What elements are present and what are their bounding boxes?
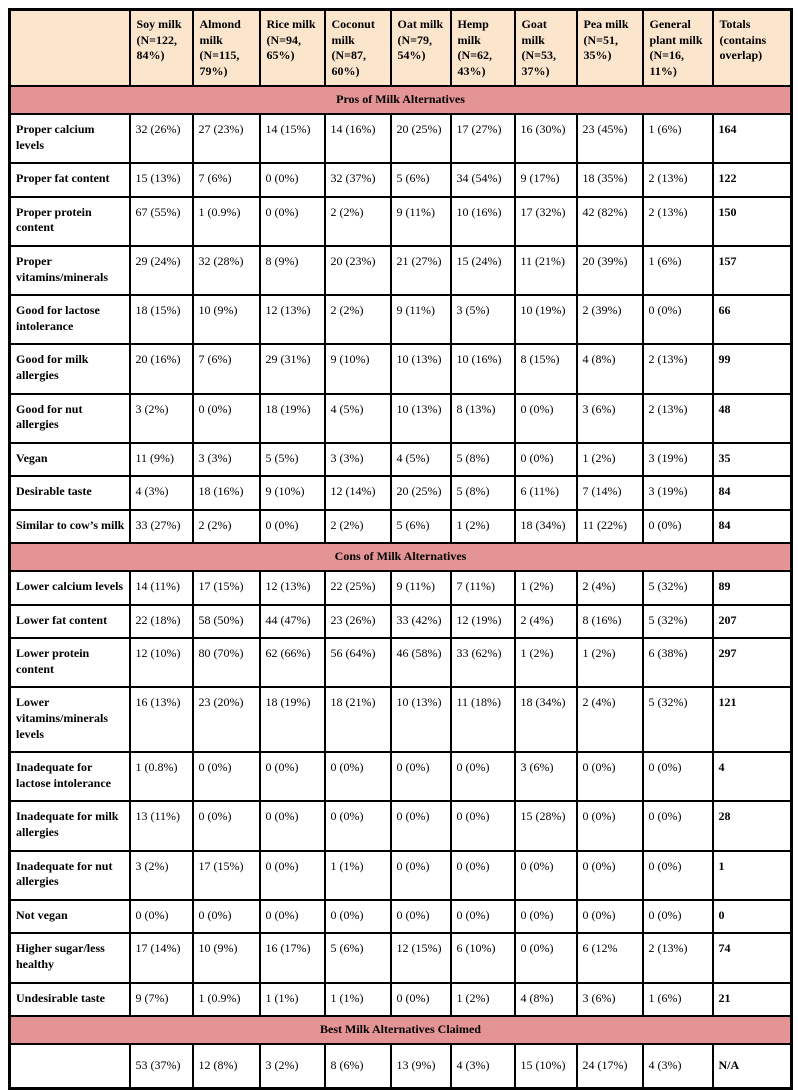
total-cell: 84	[713, 510, 792, 544]
section-band-title: Best Milk Alternatives Claimed	[10, 1016, 792, 1044]
data-cell: 5 (32%)	[643, 571, 713, 605]
table-row	[10, 510, 792, 544]
data-cell: 0 (0%)	[193, 801, 260, 850]
data-cell: 5 (32%)	[643, 687, 713, 752]
data-cell: 15 (13%)	[130, 163, 193, 197]
table-row	[10, 197, 792, 246]
data-cell: 7 (14%)	[577, 476, 643, 510]
data-cell: 6 (11%)	[515, 476, 577, 510]
table-row	[10, 443, 792, 477]
table-row	[10, 605, 792, 639]
total-cell: 48	[713, 394, 792, 443]
column-header: Goat milk (N=53, 37%)	[515, 10, 577, 87]
data-cell: 20 (39%)	[577, 246, 643, 295]
data-cell: 3 (2%)	[260, 1044, 325, 1089]
data-cell: 1 (2%)	[577, 443, 643, 477]
row-label: Proper fat content	[10, 163, 130, 197]
data-cell: 0 (0%)	[451, 851, 515, 900]
row-label: Lower calcium levels	[10, 571, 130, 605]
data-cell: 46 (58%)	[391, 638, 451, 687]
data-cell: 42 (82%)	[577, 197, 643, 246]
data-cell: 56 (64%)	[325, 638, 391, 687]
data-cell: 9 (10%)	[260, 476, 325, 510]
data-cell: 0 (0%)	[577, 801, 643, 850]
data-cell: 0 (0%)	[325, 801, 391, 850]
data-cell: 9 (17%)	[515, 163, 577, 197]
data-cell: 0 (0%)	[643, 510, 713, 544]
row-label: Good for lactose intolerance	[10, 295, 130, 344]
table-row	[10, 295, 792, 344]
data-cell: 33 (42%)	[391, 605, 451, 639]
data-cell: 34 (54%)	[451, 163, 515, 197]
data-cell: 16 (13%)	[130, 687, 193, 752]
data-cell: 14 (11%)	[130, 571, 193, 605]
data-cell: 58 (50%)	[193, 605, 260, 639]
data-cell: 0 (0%)	[260, 900, 325, 934]
data-cell: 67 (55%)	[130, 197, 193, 246]
data-cell: 24 (17%)	[577, 1044, 643, 1089]
header-row	[10, 10, 792, 87]
data-cell: 0 (0%)	[515, 933, 577, 982]
data-cell: 0 (0%)	[391, 752, 451, 801]
table-row	[10, 344, 792, 393]
data-cell: 12 (8%)	[193, 1044, 260, 1089]
section-band-row	[10, 86, 792, 114]
data-cell: 1 (2%)	[577, 638, 643, 687]
table-row	[10, 687, 792, 752]
data-cell: 12 (13%)	[260, 295, 325, 344]
data-cell: 0 (0%)	[643, 801, 713, 850]
data-cell: 16 (17%)	[260, 933, 325, 982]
data-cell: 29 (24%)	[130, 246, 193, 295]
row-label: Lower fat content	[10, 605, 130, 639]
data-cell: 0 (0%)	[260, 163, 325, 197]
data-cell: 32 (26%)	[130, 114, 193, 163]
total-cell: 99	[713, 344, 792, 393]
data-cell: 15 (10%)	[515, 1044, 577, 1089]
data-cell: 1 (2%)	[451, 510, 515, 544]
data-cell: 1 (1%)	[325, 851, 391, 900]
column-header: Soy milk (N=122, 84%)	[130, 10, 193, 87]
data-cell: 14 (16%)	[325, 114, 391, 163]
data-cell: 8 (9%)	[260, 246, 325, 295]
data-cell: 0 (0%)	[260, 752, 325, 801]
row-label: Good for nut allergies	[10, 394, 130, 443]
data-cell: 10 (9%)	[193, 933, 260, 982]
table-row	[10, 983, 792, 1017]
column-header: Rice milk (N=94, 65%)	[260, 10, 325, 87]
data-cell: 1 (6%)	[643, 983, 713, 1017]
data-cell: 20 (23%)	[325, 246, 391, 295]
data-cell: 13 (11%)	[130, 801, 193, 850]
data-cell: 4 (3%)	[643, 1044, 713, 1089]
data-cell: 1 (6%)	[643, 114, 713, 163]
data-cell: 6 (12%	[577, 933, 643, 982]
data-cell: 3 (5%)	[451, 295, 515, 344]
data-cell: 0 (0%)	[193, 394, 260, 443]
data-cell: 18 (15%)	[130, 295, 193, 344]
data-cell: 9 (7%)	[130, 983, 193, 1017]
row-label: Inadequate for milk allergies	[10, 801, 130, 850]
data-cell: 23 (45%)	[577, 114, 643, 163]
data-cell: 6 (38%)	[643, 638, 713, 687]
column-header: Hemp milk (N=62, 43%)	[451, 10, 515, 87]
data-cell: 15 (24%)	[451, 246, 515, 295]
total-cell: 84	[713, 476, 792, 510]
data-cell: 2 (39%)	[577, 295, 643, 344]
data-cell: 2 (2%)	[325, 197, 391, 246]
data-cell: 7 (6%)	[193, 344, 260, 393]
data-cell: 53 (37%)	[130, 1044, 193, 1089]
data-cell: 11 (9%)	[130, 443, 193, 477]
row-label: Undesirable taste	[10, 983, 130, 1017]
table-row	[10, 1044, 792, 1089]
row-label: Proper vitamins/minerals	[10, 246, 130, 295]
data-cell: 22 (25%)	[325, 571, 391, 605]
table-body	[10, 10, 792, 1089]
data-cell: 2 (4%)	[515, 605, 577, 639]
data-cell: 4 (3%)	[451, 1044, 515, 1089]
row-label: Inadequate for lactose intolerance	[10, 752, 130, 801]
data-cell: 2 (13%)	[643, 163, 713, 197]
data-cell: 22 (18%)	[130, 605, 193, 639]
total-cell: 121	[713, 687, 792, 752]
total-cell: 297	[713, 638, 792, 687]
data-cell: 2 (13%)	[643, 933, 713, 982]
table-row	[10, 246, 792, 295]
section-band-row	[10, 1016, 792, 1044]
corner-cell	[10, 10, 130, 87]
data-cell: 3 (19%)	[643, 476, 713, 510]
data-cell: 0 (0%)	[325, 752, 391, 801]
total-cell: 28	[713, 801, 792, 850]
table-row	[10, 801, 792, 850]
data-cell: 0 (0%)	[391, 900, 451, 934]
data-cell: 0 (0%)	[643, 900, 713, 934]
total-cell: 157	[713, 246, 792, 295]
total-cell: 4	[713, 752, 792, 801]
data-cell: 23 (26%)	[325, 605, 391, 639]
data-cell: 0 (0%)	[643, 851, 713, 900]
data-cell: 0 (0%)	[451, 900, 515, 934]
data-cell: 17 (27%)	[451, 114, 515, 163]
data-cell: 0 (0%)	[451, 801, 515, 850]
data-cell: 10 (13%)	[391, 394, 451, 443]
data-cell: 5 (6%)	[391, 163, 451, 197]
data-cell: 18 (34%)	[515, 510, 577, 544]
section-band-title: Pros of Milk Alternatives	[10, 86, 792, 114]
data-cell: 8 (15%)	[515, 344, 577, 393]
data-cell: 3 (2%)	[130, 851, 193, 900]
table-row	[10, 476, 792, 510]
data-cell: 14 (15%)	[260, 114, 325, 163]
data-cell: 5 (6%)	[391, 510, 451, 544]
data-cell: 0 (0%)	[577, 752, 643, 801]
row-label: Not vegan	[10, 900, 130, 934]
data-cell: 7 (11%)	[451, 571, 515, 605]
data-cell: 12 (10%)	[130, 638, 193, 687]
column-header: Oat milk (N=79, 54%)	[391, 10, 451, 87]
table-row	[10, 900, 792, 934]
milk-alternatives-table	[8, 8, 793, 1090]
data-cell: 62 (66%)	[260, 638, 325, 687]
data-cell: 3 (3%)	[325, 443, 391, 477]
data-cell: 1 (0.9%)	[193, 197, 260, 246]
data-cell: 0 (0%)	[391, 983, 451, 1017]
total-cell: 122	[713, 163, 792, 197]
data-cell: 5 (5%)	[260, 443, 325, 477]
data-cell: 2 (4%)	[577, 571, 643, 605]
data-cell: 33 (62%)	[451, 638, 515, 687]
data-cell: 0 (0%)	[260, 197, 325, 246]
data-cell: 1 (2%)	[515, 638, 577, 687]
row-label: Inadequate for nut allergies	[10, 851, 130, 900]
data-cell: 5 (8%)	[451, 476, 515, 510]
data-cell: 32 (37%)	[325, 163, 391, 197]
total-cell: 66	[713, 295, 792, 344]
total-cell: 74	[713, 933, 792, 982]
data-cell: 23 (20%)	[193, 687, 260, 752]
data-cell: 11 (22%)	[577, 510, 643, 544]
section-band-title: Cons of Milk Alternatives	[10, 543, 792, 571]
total-cell: 164	[713, 114, 792, 163]
data-cell: 20 (25%)	[391, 476, 451, 510]
total-cell: N/A	[713, 1044, 792, 1089]
table-row	[10, 638, 792, 687]
data-cell: 11 (21%)	[515, 246, 577, 295]
column-header: Pea milk (N=51, 35%)	[577, 10, 643, 87]
table-row	[10, 752, 792, 801]
data-cell: 4 (8%)	[577, 344, 643, 393]
data-cell: 2 (4%)	[577, 687, 643, 752]
data-cell: 0 (0%)	[260, 510, 325, 544]
data-cell: 17 (32%)	[515, 197, 577, 246]
data-cell: 18 (35%)	[577, 163, 643, 197]
data-cell: 0 (0%)	[577, 851, 643, 900]
data-cell: 0 (0%)	[260, 801, 325, 850]
data-cell: 0 (0%)	[515, 851, 577, 900]
data-cell: 20 (25%)	[391, 114, 451, 163]
data-cell: 3 (6%)	[577, 983, 643, 1017]
data-cell: 1 (1%)	[325, 983, 391, 1017]
data-cell: 0 (0%)	[515, 443, 577, 477]
data-cell: 11 (18%)	[451, 687, 515, 752]
table-row	[10, 933, 792, 982]
data-cell: 0 (0%)	[515, 394, 577, 443]
total-cell: 35	[713, 443, 792, 477]
data-cell: 2 (13%)	[643, 197, 713, 246]
data-cell: 18 (19%)	[260, 687, 325, 752]
row-label: Higher sugar/less healthy	[10, 933, 130, 982]
data-cell: 9 (11%)	[391, 571, 451, 605]
data-cell: 12 (14%)	[325, 476, 391, 510]
row-label: Desirable taste	[10, 476, 130, 510]
data-cell: 0 (0%)	[325, 900, 391, 934]
data-cell: 0 (0%)	[515, 900, 577, 934]
column-header: Totals (contains overlap)	[713, 10, 792, 87]
data-cell: 10 (19%)	[515, 295, 577, 344]
data-cell: 0 (0%)	[643, 295, 713, 344]
data-cell: 1 (0.8%)	[130, 752, 193, 801]
column-header: General plant milk (N=16, 11%)	[643, 10, 713, 87]
data-cell: 5 (8%)	[451, 443, 515, 477]
data-cell: 2 (13%)	[643, 394, 713, 443]
data-cell: 1 (2%)	[515, 571, 577, 605]
data-cell: 1 (6%)	[643, 246, 713, 295]
data-cell: 0 (0%)	[193, 752, 260, 801]
table-row	[10, 851, 792, 900]
data-cell: 10 (16%)	[451, 197, 515, 246]
data-cell: 9 (10%)	[325, 344, 391, 393]
data-cell: 27 (23%)	[193, 114, 260, 163]
row-label: Lower protein content	[10, 638, 130, 687]
data-cell: 10 (13%)	[391, 687, 451, 752]
data-cell: 3 (3%)	[193, 443, 260, 477]
table-row	[10, 163, 792, 197]
data-cell: 0 (0%)	[451, 752, 515, 801]
data-cell: 44 (47%)	[260, 605, 325, 639]
row-label: Proper protein content	[10, 197, 130, 246]
data-cell: 2 (2%)	[325, 510, 391, 544]
data-cell: 16 (30%)	[515, 114, 577, 163]
row-label	[10, 1044, 130, 1089]
data-cell: 13 (9%)	[391, 1044, 451, 1089]
data-cell: 4 (3%)	[130, 476, 193, 510]
data-cell: 1 (1%)	[260, 983, 325, 1017]
data-cell: 0 (0%)	[193, 900, 260, 934]
data-cell: 1 (2%)	[451, 983, 515, 1017]
data-cell: 17 (14%)	[130, 933, 193, 982]
data-cell: 0 (0%)	[130, 900, 193, 934]
data-cell: 2 (13%)	[643, 344, 713, 393]
data-cell: 7 (6%)	[193, 163, 260, 197]
data-cell: 18 (21%)	[325, 687, 391, 752]
data-cell: 8 (13%)	[451, 394, 515, 443]
data-cell: 4 (8%)	[515, 983, 577, 1017]
data-cell: 18 (19%)	[260, 394, 325, 443]
total-cell: 207	[713, 605, 792, 639]
data-cell: 15 (28%)	[515, 801, 577, 850]
data-cell: 8 (16%)	[577, 605, 643, 639]
total-cell: 1	[713, 851, 792, 900]
row-label: Similar to cow’s milk	[10, 510, 130, 544]
row-label: Lower vitamins/minerals levels	[10, 687, 130, 752]
data-cell: 18 (34%)	[515, 687, 577, 752]
data-cell: 29 (31%)	[260, 344, 325, 393]
table-row	[10, 571, 792, 605]
section-band-row	[10, 543, 792, 571]
data-cell: 3 (6%)	[577, 394, 643, 443]
data-cell: 1 (0.9%)	[193, 983, 260, 1017]
data-cell: 17 (15%)	[193, 571, 260, 605]
data-cell: 2 (2%)	[193, 510, 260, 544]
table-row	[10, 114, 792, 163]
data-cell: 5 (32%)	[643, 605, 713, 639]
data-cell: 10 (13%)	[391, 344, 451, 393]
data-cell: 4 (5%)	[325, 394, 391, 443]
column-header: Coconut milk (N=87, 60%)	[325, 10, 391, 87]
data-cell: 10 (9%)	[193, 295, 260, 344]
total-cell: 150	[713, 197, 792, 246]
total-cell: 21	[713, 983, 792, 1017]
data-cell: 4 (5%)	[391, 443, 451, 477]
total-cell: 89	[713, 571, 792, 605]
data-cell: 32 (28%)	[193, 246, 260, 295]
row-label: Vegan	[10, 443, 130, 477]
total-cell: 0	[713, 900, 792, 934]
data-cell: 2 (2%)	[325, 295, 391, 344]
data-cell: 5 (6%)	[325, 933, 391, 982]
data-cell: 6 (10%)	[451, 933, 515, 982]
data-cell: 0 (0%)	[391, 801, 451, 850]
data-cell: 3 (6%)	[515, 752, 577, 801]
data-cell: 17 (15%)	[193, 851, 260, 900]
data-cell: 9 (11%)	[391, 295, 451, 344]
data-cell: 21 (27%)	[391, 246, 451, 295]
data-cell: 12 (13%)	[260, 571, 325, 605]
data-cell: 0 (0%)	[391, 851, 451, 900]
data-cell: 0 (0%)	[260, 851, 325, 900]
data-cell: 18 (16%)	[193, 476, 260, 510]
row-label: Good for milk allergies	[10, 344, 130, 393]
data-cell: 3 (2%)	[130, 394, 193, 443]
column-header: Almond milk (N=115, 79%)	[193, 10, 260, 87]
data-cell: 20 (16%)	[130, 344, 193, 393]
row-label: Proper calcium levels	[10, 114, 130, 163]
data-cell: 9 (11%)	[391, 197, 451, 246]
data-cell: 0 (0%)	[643, 752, 713, 801]
data-cell: 8 (6%)	[325, 1044, 391, 1089]
data-cell: 33 (27%)	[130, 510, 193, 544]
data-cell: 12 (19%)	[451, 605, 515, 639]
data-cell: 10 (16%)	[451, 344, 515, 393]
data-cell: 12 (15%)	[391, 933, 451, 982]
data-cell: 0 (0%)	[577, 900, 643, 934]
data-cell: 80 (70%)	[193, 638, 260, 687]
data-cell: 3 (19%)	[643, 443, 713, 477]
table-row	[10, 394, 792, 443]
